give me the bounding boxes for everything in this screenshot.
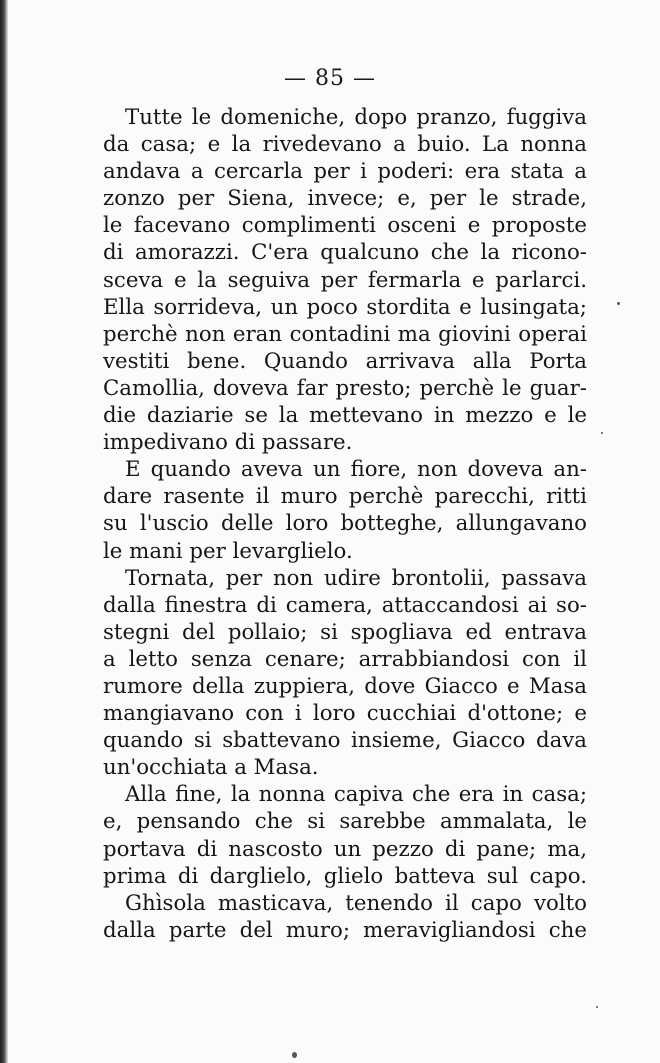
print-speck — [292, 1052, 297, 1058]
text-line: quando si sbattevano insieme, Giacco dava — [103, 728, 587, 754]
text-line: un'occhiata a Masa. — [103, 755, 319, 781]
text-line: Ghìsola masticava, tenendo il capo volto — [125, 890, 587, 916]
text-line: Alla fine, la nonna capiva che era in casa; — [125, 782, 587, 808]
text-line: e, pensando che si sarebbe ammalata, le — [103, 809, 587, 835]
print-speck — [596, 1006, 598, 1008]
text-line: portava di nascosto un pezzo di pane; ma, — [103, 836, 587, 862]
text-line: Tornata, per non udire brontolii, passava — [125, 565, 587, 591]
text-line: dalla parte del muro; meravigliandosi che — [103, 917, 587, 943]
text-line: su l'uscio delle loro botteghe, allungavano — [103, 511, 587, 537]
text-line: da casa; e la rivedevano a buio. La nonna — [103, 132, 587, 158]
text-line: prima di darglielo, glielo batteva sul capo. — [103, 863, 587, 889]
text-line: die daziarie se la mettevano in mezzo e le — [103, 403, 587, 429]
text-line: Camollia, doveva far presto; perchè le guar- — [103, 375, 587, 401]
text-line: andava a cercarla per i poderi: era stata a — [103, 159, 587, 185]
text-line: stegni del pollaio; si spogliava ed entrava — [103, 619, 587, 645]
text-line: dare rasente il muro perchè parecchi, ritti — [103, 484, 587, 510]
text-line: mangiavano con i loro cucchiai d'ottone; e — [103, 701, 587, 727]
page-number: — 85 — — [284, 66, 376, 91]
text-line: le facevano complimenti osceni e proposte — [103, 213, 587, 239]
page-binding-shadow — [0, 0, 8, 1063]
text-line: Ella sorrideva, un poco stordita e lusingata; — [103, 294, 587, 320]
text-line: perchè non eran contadini ma giovini operai — [103, 321, 587, 347]
text-line: le mani per levarglielo. — [103, 538, 353, 564]
text-line: E quando aveva un fiore, non doveva an- — [125, 457, 587, 483]
text-line: di amorazzi. C'era qualcuno che la ricono- — [103, 240, 587, 266]
print-speck — [617, 302, 620, 305]
print-speck — [601, 432, 603, 434]
text-line: Tutte le domeniche, dopo pranzo, fuggiva — [125, 105, 587, 130]
text-line: sceva e la seguiva per fermarla e parlarci. — [103, 267, 587, 293]
body-text — [103, 104, 587, 944]
text-line: a letto senza cenare; arrabbiandosi con il — [103, 646, 587, 672]
text-line: impedivano di passare. — [103, 430, 353, 456]
text-line: rumore della zuppiera, dove Giacco e Masa — [103, 673, 587, 699]
text-line: zonzo per Siena, invece; e, per le strade, — [103, 186, 587, 212]
text-line: dalla finestra di camera, attaccandosi ai so- — [103, 592, 587, 618]
text-line: vestiti bene. Quando arrivava alla Porta — [103, 348, 587, 374]
